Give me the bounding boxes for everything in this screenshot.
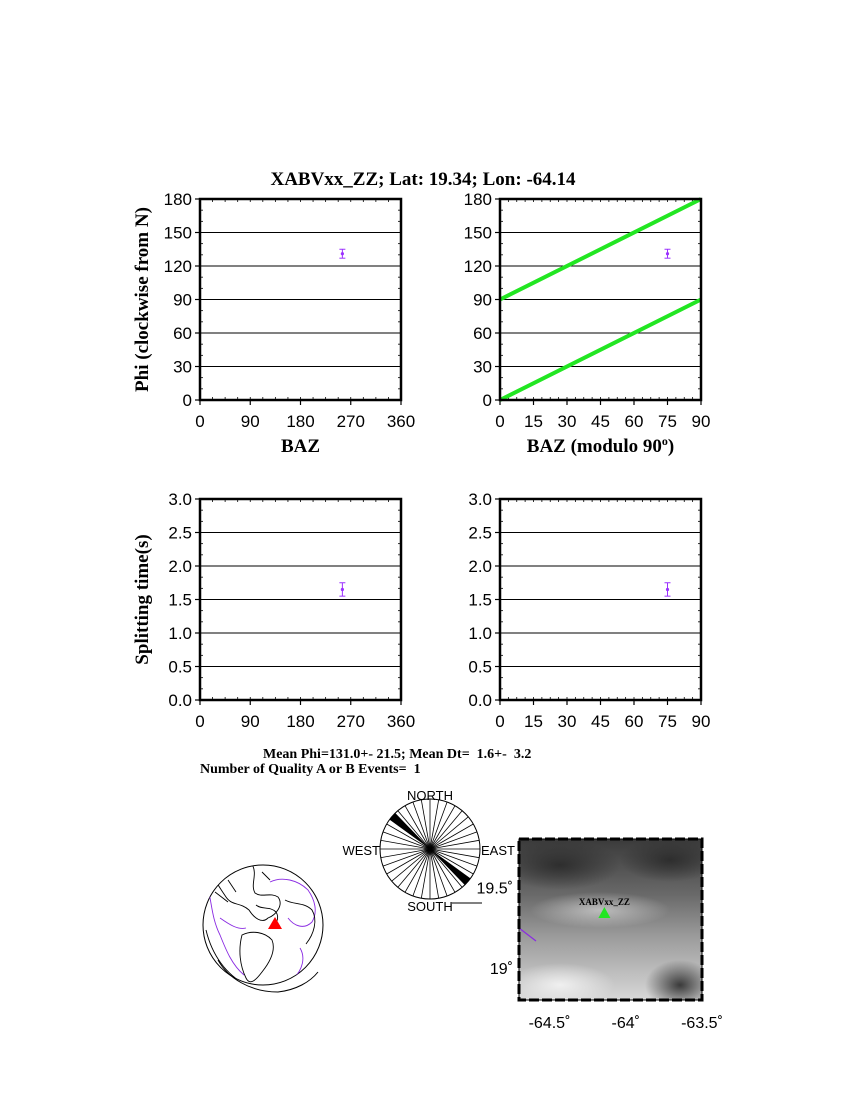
rose-east-label: EAST (481, 843, 515, 858)
y-tick-label: 1.5 (168, 590, 192, 610)
x-tick-label: 45 (591, 712, 610, 731)
panel-dt-vs-baz (132, 490, 415, 731)
x-tick-label: 90 (691, 412, 711, 431)
y-tick-label: 120 (463, 257, 492, 276)
x-tick-label: 270 (336, 412, 365, 431)
y-tick-label: 0 (482, 391, 492, 410)
globe-inset (203, 861, 323, 992)
x-tick-label: 75 (658, 712, 677, 731)
rose-south-label: SOUTH (407, 899, 453, 914)
y-tick-label: 30 (173, 357, 192, 377)
map-lon-tick: -64˚ (611, 1015, 640, 1032)
y-tick-label: 180 (463, 190, 492, 209)
x-tick-label: 60 (624, 412, 644, 431)
y-tick-label: 1.5 (468, 590, 492, 610)
y-tick-label: 0.0 (468, 691, 492, 710)
x-tick-label: 30 (557, 412, 577, 431)
x-tick-label: 0 (495, 412, 505, 431)
panel-phi-vs-baz (132, 190, 415, 457)
y-tick-label: 2.0 (168, 557, 192, 576)
x-tick-label: 180 (286, 712, 315, 731)
x-tick-label: 90 (240, 412, 260, 431)
y-tick-label: 30 (473, 357, 492, 377)
x-tick-label: 45 (591, 412, 610, 431)
y-tick-label: 1.0 (468, 624, 492, 643)
y-tick-label: 1.0 (168, 624, 192, 643)
panels (132, 190, 710, 731)
y-tick-label: 0 (182, 391, 192, 410)
x-tick-label: 360 (386, 712, 416, 731)
map-station-label: XABVxx_ZZ (578, 897, 630, 908)
panel-dt-vs-baz-mod90 (468, 490, 710, 731)
summary-count-line: Number of Quality A or B Events= 1 (200, 762, 421, 777)
map-lat-tick: 19˚ (489, 960, 513, 978)
station-map (500, 838, 720, 1010)
y-tick-label: 150 (163, 223, 192, 243)
y-tick-label: 0.5 (168, 657, 192, 677)
x-tick-label: 180 (286, 412, 315, 431)
x-tick-label: 15 (524, 712, 543, 731)
y-tick-label: 3.0 (468, 490, 492, 509)
rose-diagram (380, 799, 482, 903)
y-tick-label: 180 (163, 190, 192, 209)
y-tick-label: 0.5 (468, 657, 492, 677)
x-tick-label: 0 (195, 412, 205, 431)
x-tick-label: 0 (195, 712, 205, 731)
y-axis-title: Phi (clockwise from N) (132, 207, 153, 392)
x-tick-label: 90 (240, 712, 260, 731)
map-lon-tick: -64.5˚ (528, 1015, 571, 1032)
rose-west-label: WEST (342, 843, 380, 858)
x-tick-label: 75 (658, 412, 677, 431)
map-lat-tick: 19.5˚ (476, 880, 513, 898)
y-tick-label: 90 (173, 290, 192, 310)
y-tick-label: 150 (463, 223, 492, 243)
y-tick-label: 90 (473, 290, 492, 310)
y-axis-title: Splitting time(s) (132, 534, 153, 665)
y-tick-label: 2.5 (468, 523, 492, 543)
y-tick-label: 0.0 (168, 691, 192, 710)
x-tick-label: 30 (557, 712, 577, 731)
rose-north-label: NORTH (407, 788, 453, 803)
y-tick-label: 2.0 (468, 557, 492, 576)
x-tick-label: 90 (691, 712, 711, 731)
panel-phi-vs-baz-mod90 (464, 190, 711, 457)
y-tick-label: 120 (163, 257, 192, 276)
y-tick-label: 3.0 (168, 490, 192, 509)
map-lon-tick: -63.5˚ (681, 1015, 723, 1032)
y-tick-label: 60 (473, 324, 492, 343)
x-axis-title: BAZ (280, 436, 321, 457)
x-tick-label: 0 (495, 712, 505, 731)
y-tick-label: 60 (173, 324, 192, 343)
summary-mean-line: Mean Phi=131.0+- 21.5; Mean Dt= 1.6+- 3.2 (263, 747, 532, 762)
x-axis-title: BAZ (modulo 90$^o$) (526, 434, 675, 457)
x-tick-label: 270 (336, 712, 365, 731)
x-tick-label: 60 (624, 712, 644, 731)
x-tick-label: 360 (386, 412, 416, 431)
y-tick-label: 2.5 (168, 523, 192, 543)
figure-title: XABVxx_ZZ; Lat: 19.34; Lon: -64.14 (270, 169, 576, 190)
x-tick-label: 15 (524, 412, 543, 431)
